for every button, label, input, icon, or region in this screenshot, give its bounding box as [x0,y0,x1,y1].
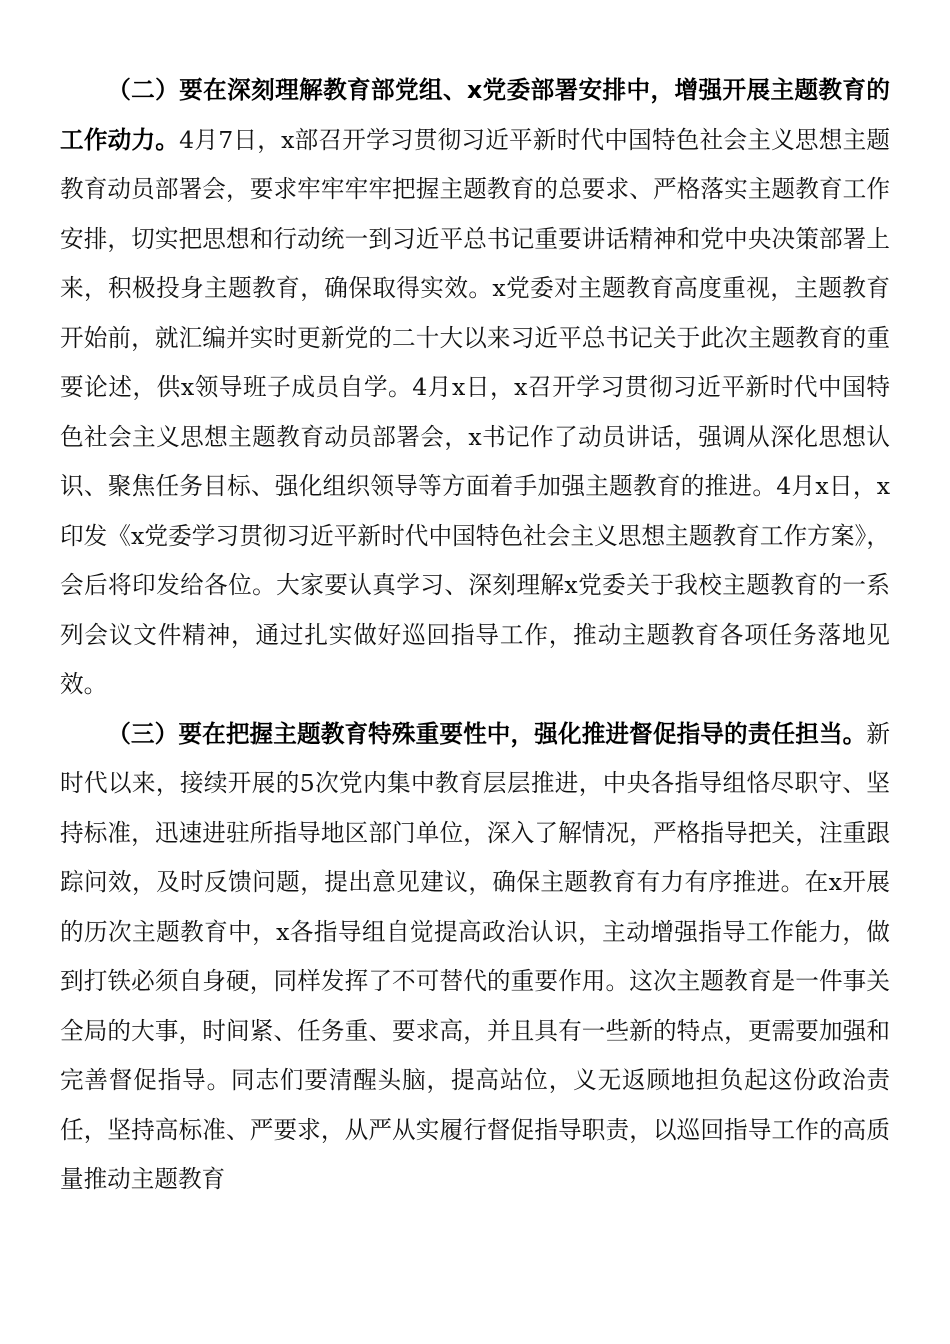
paragraph-section-2 [60,66,890,710]
document-body [60,66,890,1205]
section-3-heading: （三）要在把握主题教育特殊重要性中，强化推进督促指导的责任担当。 [107,719,867,748]
section-3-body: 新时代以来，接续开展的5次党内集中教育层层推进，中央各指导组恪尽职守、坚持标准，迅速进驻所指导地区部门单位，深入了解情况，严格指导把关，注重跟踪问效，及时反馈问题，提出意见建议，确保主题教育有力有序推进。在x开展的历次主题教育中，x各指导组自觉提高政治认识，主动增强指导工作能力，做到打铁必须自身硬，同样发挥了不可替代的重要作用。这次主题教育是一件事关全局的大事，时间紧、任务重、要求高，并且具有一些新的特点，更需要加强和完善督促指导。同志们要清醒头脑，提高站位，义无返顾地担负起这份政治责任，坚持高标准、严要求，从严从实履行督促指导职责，以巡回指导工作的高质量推动主题教育 [60,719,890,1193]
section-2-body: 4月7日，x部召开学习贯彻习近平新时代中国特色社会主义思想主题教育动员部署会，要求牢牢牢牢把握主题教育的总要求、严格落实主题教育工作安排，切实把思想和行动统一到习近平总书记重要讲话精神和党中央决策部署上来，积极投身主题教育，确保取得实效。x党委对主题教育高度重视，主题教育开始前，就汇编并实时更新党的二十大以来习近平总书记关于此次主题教育的重要论述，供x领导班子成员自学。4月x日，x召开学习贯彻习近平新时代中国特色社会主义思想主题教育动员部署会，x书记作了动员讲话，强调从深化思想认识、聚焦任务目标、强化组织领导等方面着手加强主题教育的推进。4月x日，x印发《x党委学习贯彻习近平新时代中国特色社会主义思想主题教育工作方案》，会后将印发给各位。大家要认真学习、深刻理解x党委关于我校主题教育的一系列会议文件精神，通过扎实做好巡回指导工作，推动主题教育各项任务落地见效。 [60,125,890,698]
paragraph-section-3 [60,710,890,1205]
section-2-heading: （二）要在深刻理解教育部党组、x党委部署安排中，增强开展主题教育的工作动力。 [60,76,890,154]
